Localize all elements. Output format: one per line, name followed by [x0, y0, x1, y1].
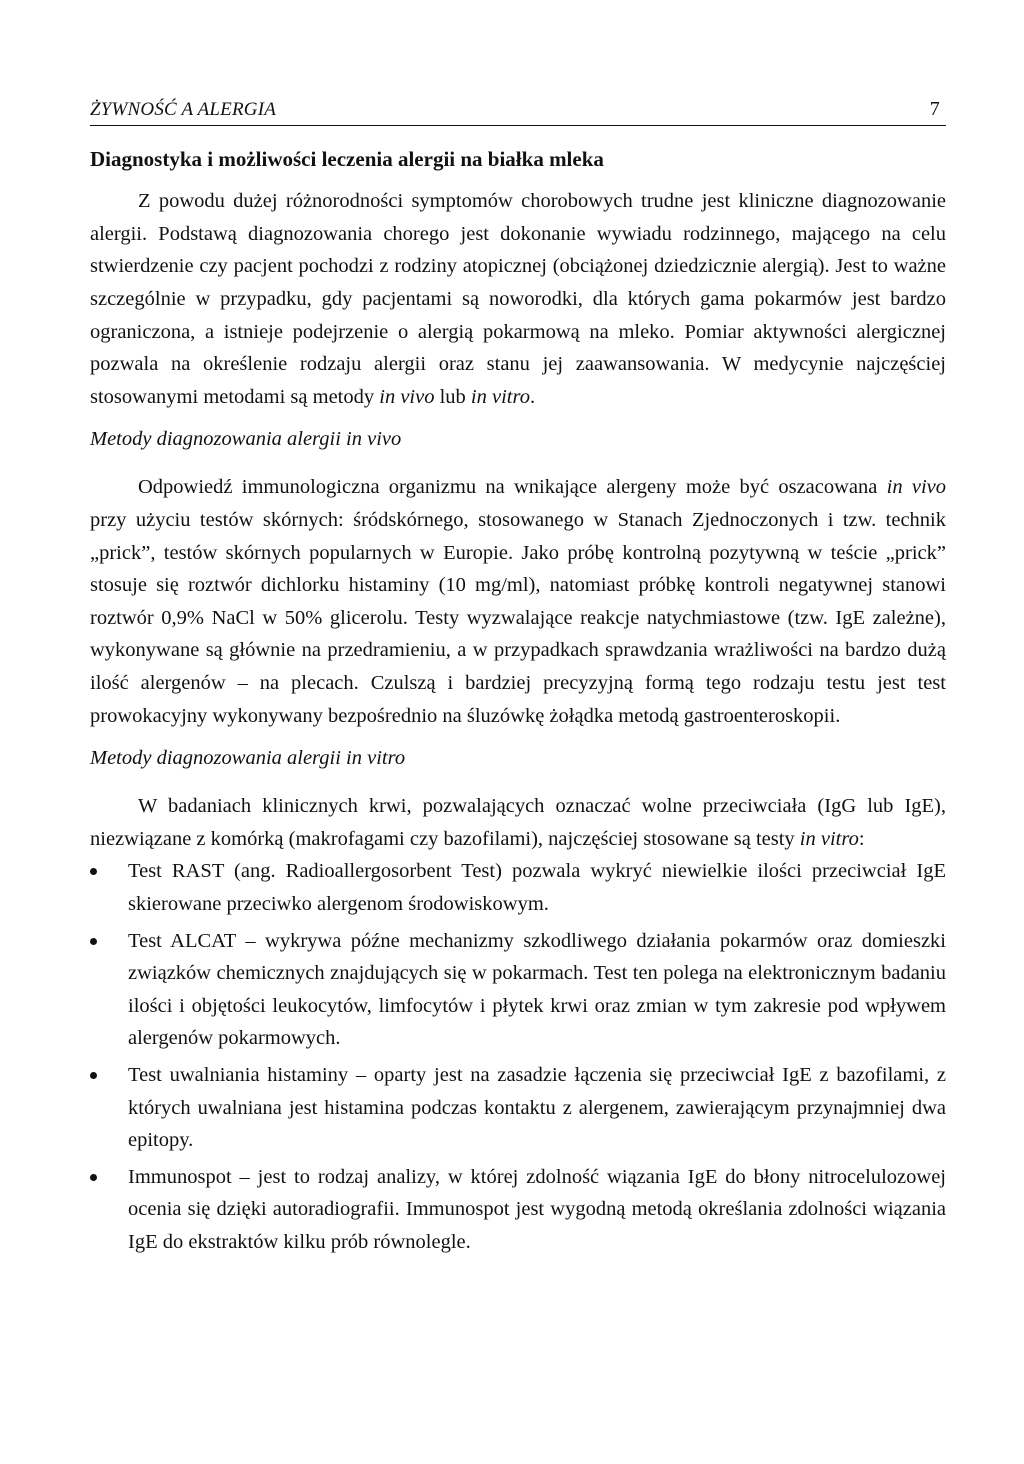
list-item: [90, 855, 946, 920]
intro-lub: lub: [434, 385, 471, 408]
in-vivo-text-b: przy użyciu testów skórnych: śródskórnego, stosowanego w Stanach Zjednoczonych i tzw. technik „prick”, testów skórnych popularnych w Europie. Jako próbę kontrolną pozytywną w teście „prick” stosuje się roztwór dichlorku histaminy (10 mg/ml), natomiast próbkę kontroli negatywnej stanowi roztwór 0,9% NaCl w 50% glicerolu. Testy wyzwalające reakcje natychmiastowe (tzw. IgE zależne), wykonywane są głównie na przedramieniu, a w przypadkach sprawdzania wrażliwości na bardzo dużą ilość alergenów – na plecach. Czulszą i bardziej precyzyjną formą tego rodzaju testu jest test prowokacyjny wykonywany bezpośrednio na śluzówkę żołądka metodą gastroenteroskopii.: [90, 509, 946, 727]
in-vitro-heading: Metody diagnozowania alergii in vitro: [90, 747, 406, 770]
section-title: Diagnostyka i możliwości leczenia alergii na białka mleka: [90, 147, 604, 171]
list-item: [90, 1161, 946, 1259]
in-vivo-text-a: Odpowiedź immunologiczna organizmu na wnikające alergeny może być oszacowana: [138, 476, 887, 499]
list-item: [90, 925, 946, 1055]
bullet-icon: [90, 938, 97, 945]
in-vivo-paragraph: [90, 471, 946, 732]
list-item-text: Test RAST (ang. Radioallergosorbent Test) pozwala wykryć niewielkie ilości przeciwciał IgE skierowane przeciwko alergenom środowiskowym.: [128, 860, 946, 915]
bullet-icon: [90, 1174, 97, 1181]
intro-in-vitro: in vitro: [470, 385, 530, 408]
in-vitro-paragraph: [90, 790, 946, 855]
bullet-icon: [90, 1072, 97, 1079]
in-vitro-text-a: W badaniach klinicznych krwi, pozwalających oznaczać wolne przeciwciała (IgG lub IgE), niezwiązane z komórką (makrofagami czy bazofilami), najczęściej stosowane są testy: [90, 795, 946, 850]
intro-in-vivo: in vivo: [379, 385, 435, 408]
bullet-icon: [90, 868, 97, 875]
intro-paragraph: [90, 185, 946, 413]
in-vitro-text-b: :: [858, 827, 865, 850]
intro-text: Z powodu dużej różnorodności symptomów chorobowych trudne jest kliniczne diagnozowanie alergii. Podstawą diagnozowania chorego jest dokonanie wywiadu rodzinnego, mającego na celu stwierdzenie czy pacjent pochodzi z rodziny atopicznej (obciążonej dziedzicznie alergią). Jest to ważne szczególnie w przypadku, gdy pacjentami są noworodki, dla których gama pokarmów jest bardzo ograniczona, a istnieje podejrzenie o alergią pokarmową na mleko. Pomiar aktywności alergicznej pozwala na określenie rodzaju alergii oraz stanu jej zaawansowania. W medycynie najczęściej stosowanymi metodami są metody: [90, 190, 946, 408]
test-list: [90, 855, 946, 1258]
in-vivo-term: in vivo: [886, 476, 946, 499]
list-item: [90, 1059, 946, 1157]
intro-end: .: [529, 385, 536, 408]
page-number: 7: [929, 98, 940, 120]
list-item-text: Test uwalniania histaminy – oparty jest na zasadzie łączenia się przeciwciał IgE z bazofilami, z których uwalniana jest histamina podczas kontaktu z alergenem, zawierającym przynajmniej dwa epitopy.: [128, 1063, 946, 1152]
running-title: ŻYWNOŚĆ A ALERGIA: [90, 99, 277, 120]
running-header: [90, 98, 946, 126]
list-item-text: Test ALCAT – wykrywa późne mechanizmy szkodliwego działania pokarmów oraz domieszki związków chemicznych znajdujących się w pokarmach. Test ten polega na elektronicznym badaniu ilości i objętości leukocytów, limfocytów i płytek krwi oraz zmian w tym zakresie pod wpływem alergenów pokarmowych.: [128, 929, 946, 1050]
in-vivo-heading: Metody diagnozowania alergii in vivo: [90, 428, 402, 451]
list-item-text: Immunospot – jest to rodzaj analizy, w której zdolność wiązania IgE do błony nitrocelulozowej ocenia się dzięki autoradiografii. Immunospot jest wygodną metodą określania zdolności wiązania IgE do ekstraktów kilku prób równolegle.: [128, 1165, 946, 1253]
in-vitro-term: in vitro: [799, 827, 859, 850]
document-page: [90, 98, 946, 1263]
